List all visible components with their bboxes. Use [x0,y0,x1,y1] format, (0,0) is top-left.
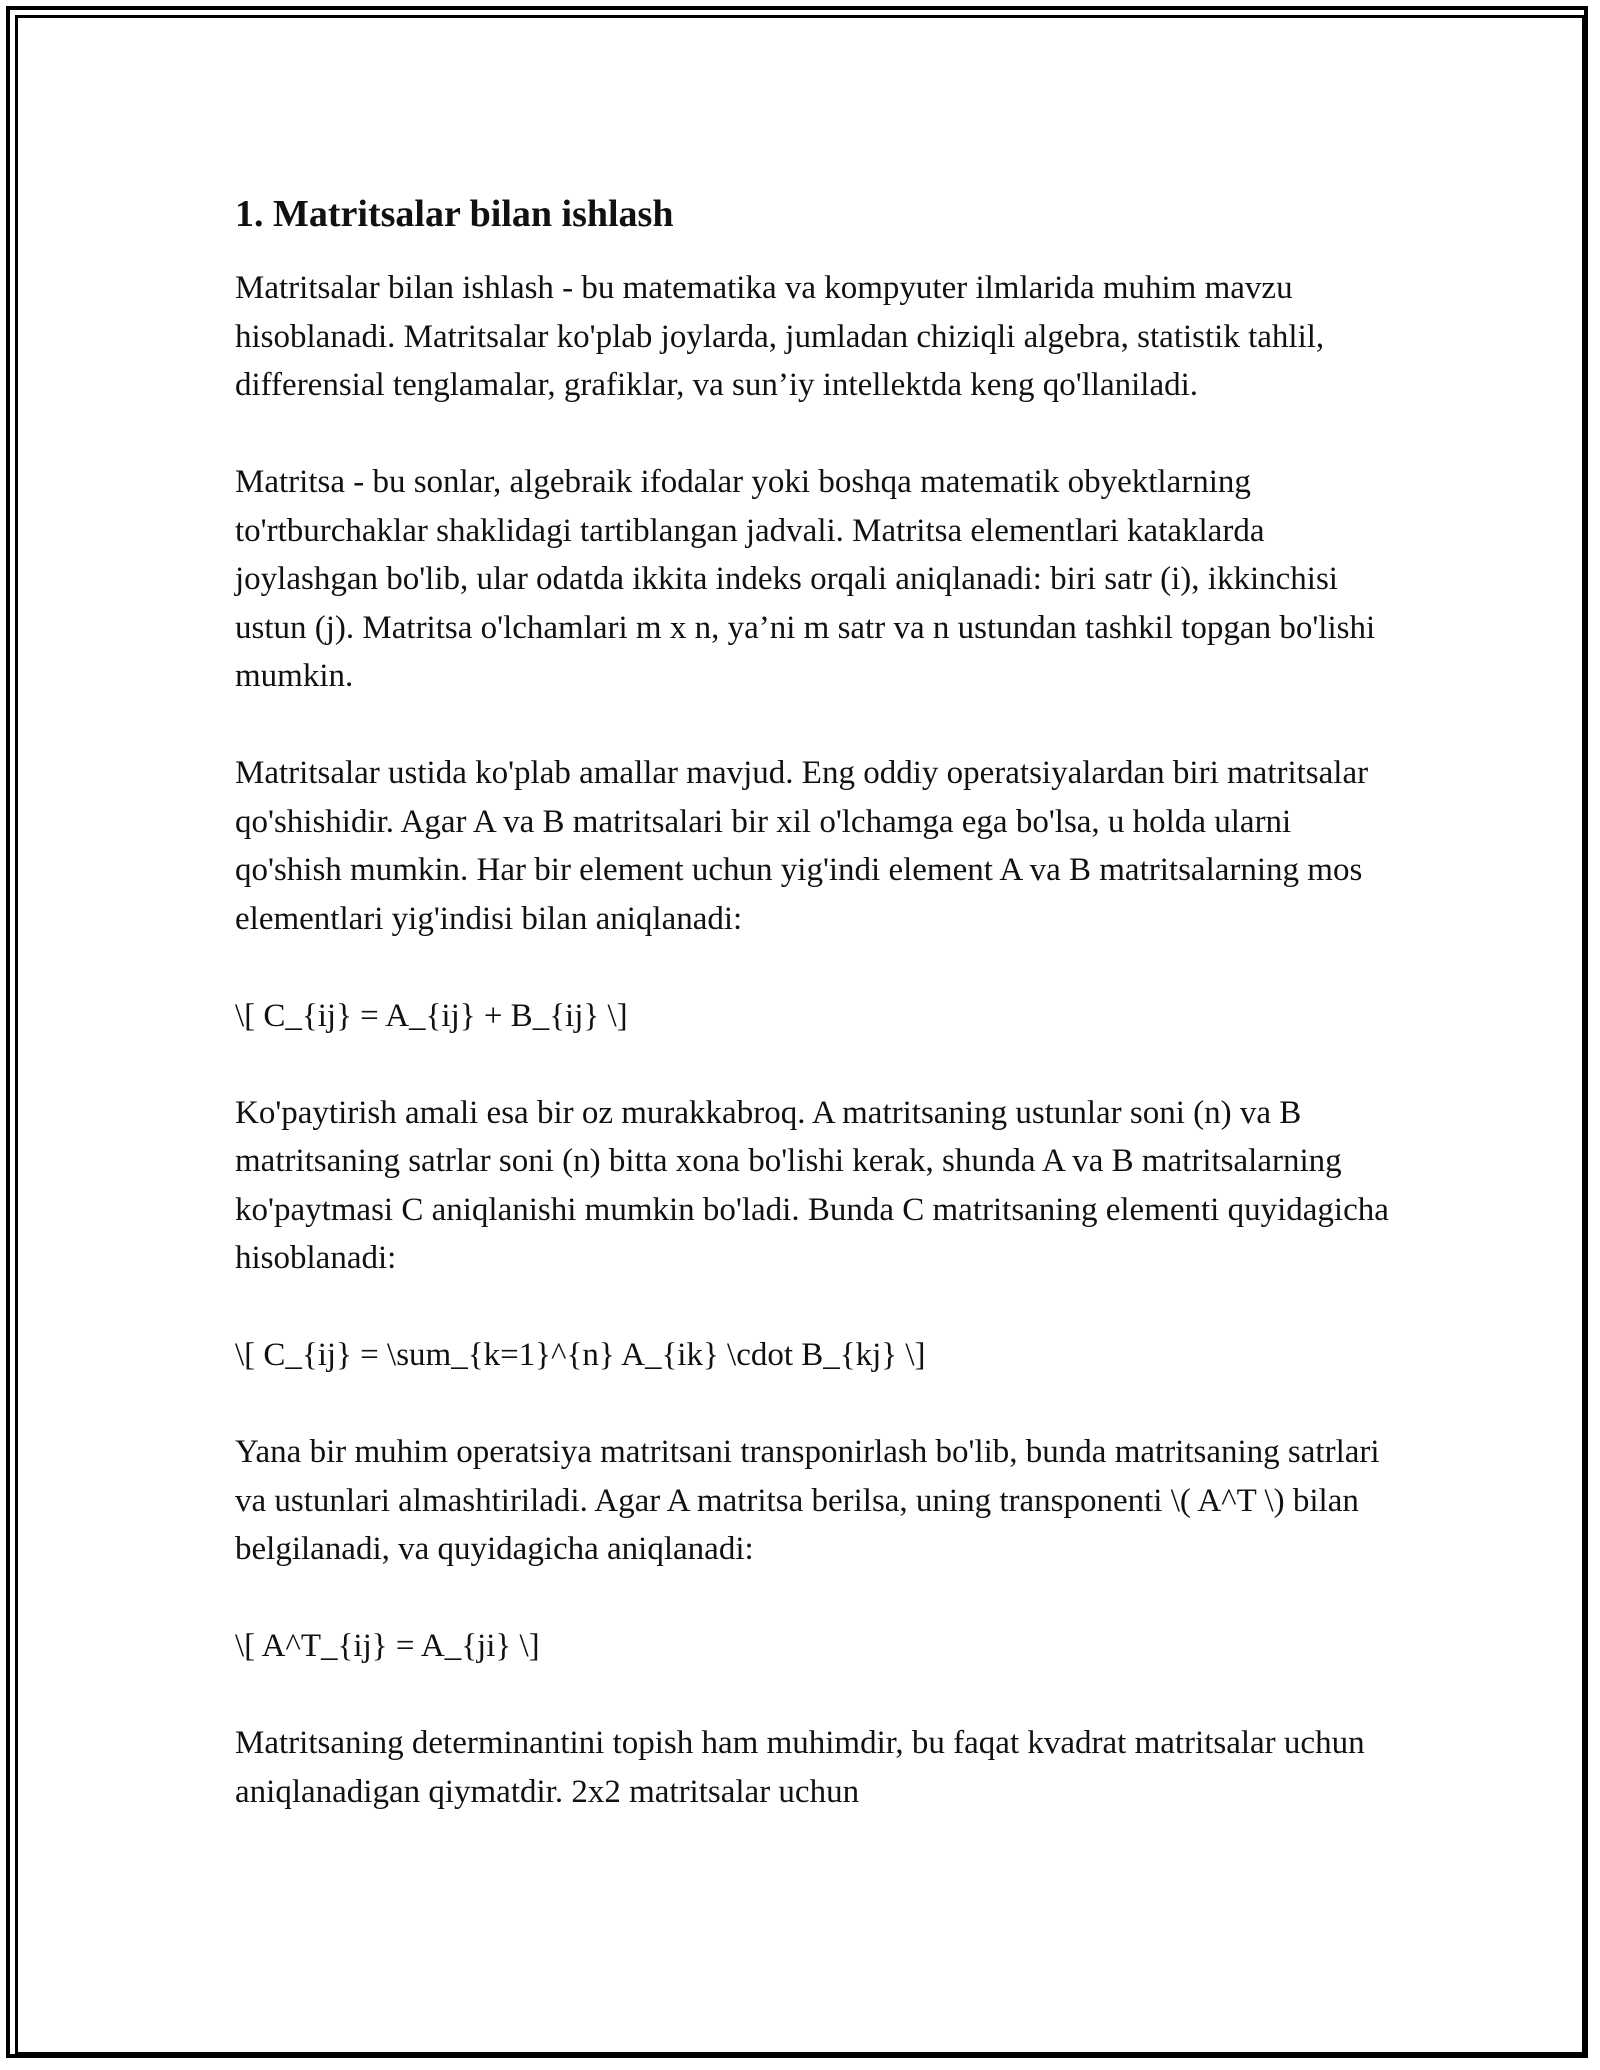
paragraph-determinant: Matritsaning determinantini topish ham muhimdir, bu faqat kvadrat matritsalar uchun aniqlanadigan qiymatdir. 2x2 matritsalar uchun [235,1725,1365,1810]
paragraph-definition: Matritsa - bu sonlar, algebraik ifodalar yoki boshqa matematik obyektlarning to'rtburchaklar shaklidagi tartiblangan jadvali. Matritsa elementlari kataklarda joylashgan bo'lib, ular odatda ikkita indeks orqali aniqlanadi: biri satr (i), ikkinchisi ustun (j). Matritsa o'lchamlari m x n, ya’ni m satr va n ustundan tashkil topgan bo'lishi mumkin. [235,464,1376,694]
section-heading: 1. Matritsalar bilan ishlash [235,193,674,235]
paragraph-transpose: Yana bir muhim operatsiya matritsani transponirlash bo'lib, bunda matritsaning satrlari va ustunlari almashtiriladi. Agar A matritsa berilsa, uning transponenti \( A^T \) bilan belgilanadi, va quyidagicha aniqlanadi: [235,1434,1380,1567]
paragraph-multiplication: Ko'paytirish amali esa bir oz murakkabroq. A matritsaning ustunlar soni (n) va B matritsaning satrlar soni (n) bitta xona bo'lishi kerak, shunda A va B matritsalarning ko'paytmasi C aniqlanishi mumkin bo'ladi. Bunda C matritsaning elementi quyidagicha hisoblanadi: [235,1094,1389,1276]
document-body [235,190,1390,1865]
paragraph-addition: Matritsalar ustida ko'plab amallar mavjud. Eng oddiy operatsiyalardan biri matritsalar qo'shishidir. Agar A va B matritsalari bir xil o'lchamga ega bo'lsa, u holda ularni qo'shish mumkin. Har bir element uchun yig'indi element A va B matritsalarning mos elementlari yig'indisi bilan aniqlanadi: [235,755,1369,937]
formula-transpose: \[ A^T_{ij} = A_{ji} \] [235,1628,540,1664]
formula-multiplication: \[ C_{ij} = \sum_{k=1}^{n} A_{ik} \cdot B_{kj} \] [235,1337,926,1373]
formula-addition: \[ C_{ij} = A_{ij} + B_{ij} \] [235,997,628,1034]
paragraph-intro: Matritsalar bilan ishlash - bu matematika va kompyuter ilmlarida muhim mavzu hisoblanadi. Matritsalar ko'plab joylarda, jumladan chiziqli algebra, statistik tahlil, differensial tenglamalar, grafiklar, va sun’iy intellektda keng qo'llaniladi. [235,270,1325,403]
